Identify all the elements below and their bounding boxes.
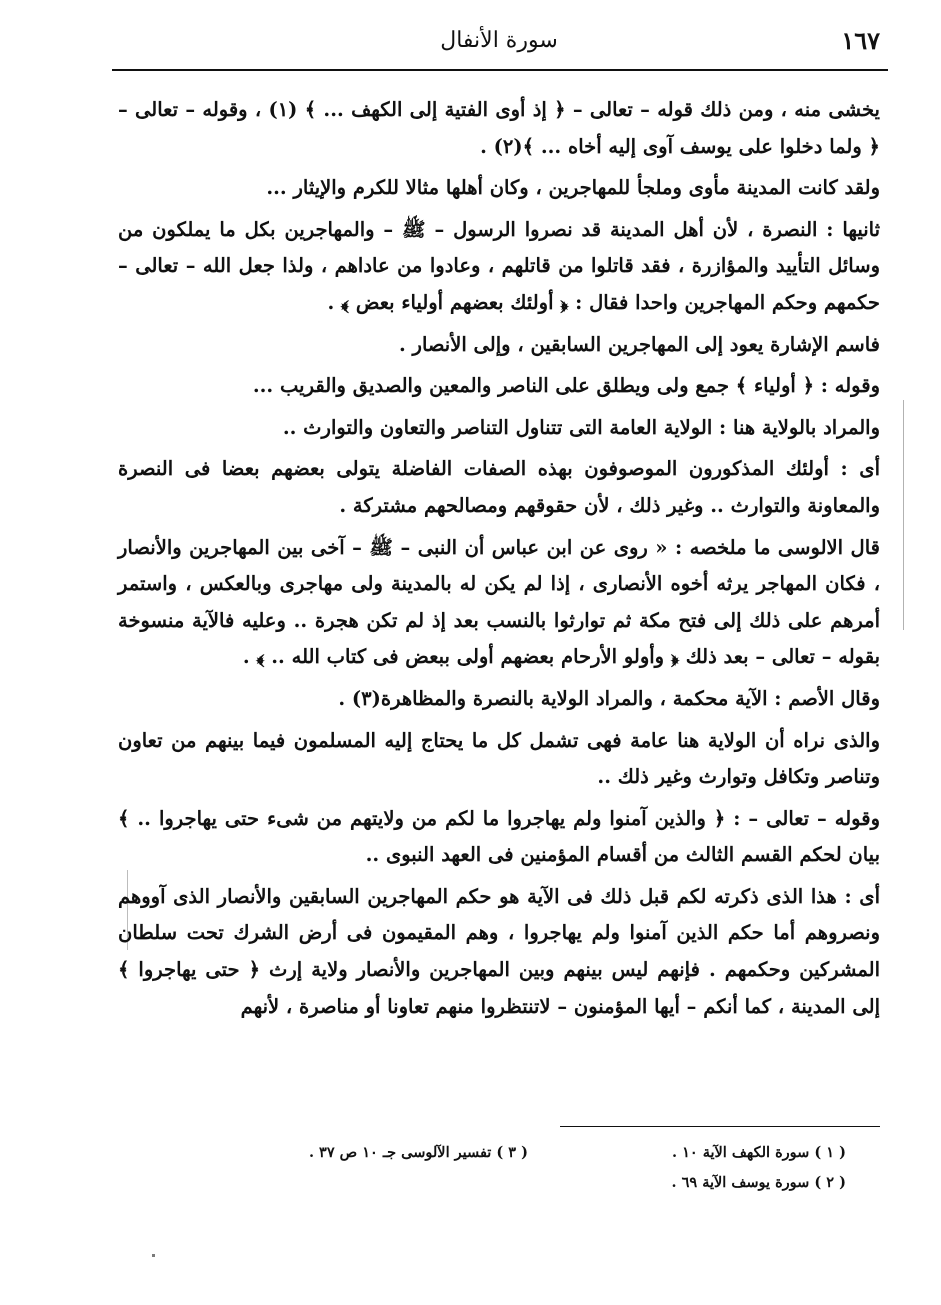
footnotes-left-column (208, 1138, 528, 1168)
page-body (118, 92, 880, 1030)
book-page (118, 20, 880, 1191)
scan-speck (127, 870, 128, 950)
page-header (118, 20, 880, 66)
scan-speck (152, 1254, 155, 1257)
paragraph: والمراد بالولاية هنا : الولاية العامة التى تتناول التناصر والتعاون والتوارث .. (282, 415, 880, 439)
paragraph: أى : أولئك المذكورون الموصوفون بهذه الصفات الفاضلة يتولى بعضهم بعضا فى النصرة والمعاونة والتوارث .. وغير ذلك ، لأن حقوقهم ومصالحهم مشتركة . (118, 457, 880, 517)
footnote-3: ( ٣ ) تفسير الآلوسى جـ ١٠ ص ٣٧ . (308, 1144, 528, 1161)
paragraph: ولقد كانت المدينة مأوى وملجأ للمهاجرين ، وكان أهلها مثالا للكرم والإيثار ... (266, 176, 880, 200)
paragraph: فاسم الإشارة يعود إلى المهاجرين السابقين ، وإلى الأنصار . (398, 332, 880, 356)
paragraph: يخشى منه ، ومن ذلك قوله – تعالى – ﴿ إذ أوى الفتية إلى الكهف ... ﴾ (١) ، وقوله – تعالى – ﴿ ولما دخلوا على يوسف آوى إليه أخاه ... ﴾(٢) . (118, 98, 880, 158)
header-rule (112, 69, 888, 71)
paragraph: وقوله – تعالى – : ﴿ والذين آمنوا ولم يهاجروا ما لكم من ولايتهم من شىء حتى يهاجروا .. ﴾ بيان لحكم القسم الثالث من أقسام المؤمنين فى العهد النبوى .. (118, 806, 880, 867)
footnote-2: ( ٢ ) سورة يوسف الآية ٦٩ . (671, 1174, 846, 1191)
footnote-1: ( ١ ) سورة الكهف الآية ١٠ . (671, 1144, 846, 1161)
paragraph: وقوله : ﴿ أولياء ﴾ جمع ولى ويطلق على الناصر والمعين والصديق والقريب ... (252, 374, 880, 398)
paragraph: والذى نراه أن الولاية هنا عامة فهى تشمل كل ما يحتاج إليه المسلمون فيما بينهم من تعاون وتناصر وتكافل وتوارث وغير ذلك .. (118, 728, 880, 789)
scan-speck (903, 400, 904, 630)
page-number: ١٦٧ (841, 26, 880, 55)
paragraph: وقال الأصم : الآية محكمة ، والمراد الولاية بالنصرة والمظاهرة(٣) . (338, 686, 880, 710)
paragraph: قال الالوسى ما ملخصه : « روى عن ابن عباس أن النبى – ﷺ – آخى بين المهاجرين والأنصار ، فكان المهاجر يرثه أخوه الأنصارى ، إذا لم يكن له بالمدينة ولى مهاجرى وبالعكس ، واستمر أمرهم على ذلك إلى فتح مكة ثم توارثوا بالنسب بعد إذ لم تكن هجرة .. وعليه فالآية منسوخة بقوله – تعالى – بعد ذلك ﴿ وأولو الأرحام بعضهم أولى ببعض فى كتاب الله .. ﴾ . (118, 535, 880, 669)
running-title: سورة الأنفال (440, 28, 558, 53)
paragraph: ثانيها : النصرة ، لأن أهل المدينة قد نصروا الرسول – ﷺ – والمهاجرين بكل ما يملكون من وسائل التأييد والمؤازرة ، فقد قاتلوا من قاتلهم ، وعادوا من عاداهم ، ولذا جعل الله – تعالى – حكمهم وحكم المهاجرين واحدا فقال : ﴿ أولئك بعضهم أولياء بعض ﴾ . (118, 217, 880, 314)
paragraph: أى : هذا الذى ذكرته لكم قبل ذلك فى الآية هو حكم المهاجرين السابقين والأنصار الذى آووهم ونصروهم أما حكم الذين آمنوا ولم يهاجروا ، وهم المقيمون فى أرض الشرك تحت سلطان المشركين وحكمهم . فإنهم ليس بينهم وبين المهاجرين والأنصار ولاية إرث ﴿ حتى يهاجروا ﴾ إلى المدينة ، كما أنكم – أيها المؤمنون – لاتنتظروا منهم تعاونا أو مناصرة ، لأنهم (118, 884, 880, 1018)
footnotes-right-column (546, 1138, 846, 1198)
footnote-rule (560, 1126, 880, 1127)
